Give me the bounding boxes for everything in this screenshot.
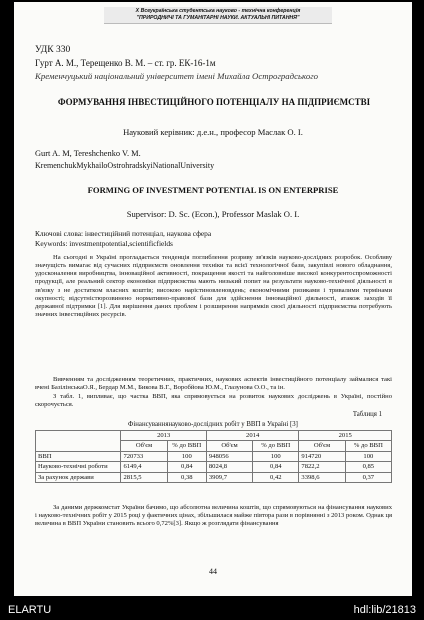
year-header: 2015 — [299, 431, 392, 441]
conference-header-line1: X Всеукраїнська студентська науково - технічна конференція — [135, 8, 301, 14]
table-cell: 8024,8 — [206, 462, 252, 472]
table-label: Таблиця 1 — [352, 411, 382, 418]
table-cell: 100 — [253, 451, 299, 461]
table-cell: 3398,6 — [299, 472, 345, 482]
year-header: 2014 — [206, 431, 299, 441]
table-caption: Фінансуваннянауково-дослідних робіт у ВВП в Україні [3] — [128, 421, 298, 428]
table-cell: 0,84 — [253, 462, 299, 472]
paragraph-scholars — [35, 376, 392, 392]
supervisor-en: Supervisor: D. Sc. (Econ.), Professor Maslak O. I. — [126, 209, 300, 219]
table-cell: 3909,7 — [206, 472, 252, 482]
document-page — [14, 2, 412, 596]
udk-code: УДК 330 — [35, 45, 71, 55]
table-cell: 6149,4 — [121, 462, 167, 472]
handle-id: hdl:lib/21813 — [353, 604, 416, 616]
paragraph-2-text: Вивченням та дослідженням теоретичних, практичних, наукових аспектів інвестиційного потенціалу займалися такі вчені БазілінськаО.Я., Бердар М.М., Бикова В.Г., Воробйова Ю.М., Глазунова О.О., та ін. — [35, 376, 392, 392]
table-row — [36, 472, 392, 482]
authors-ua: Гурт А. М., Терещенко В. М. – ст. гр. ЕК-16-1м — [35, 58, 216, 68]
table-cell: 0,85 — [345, 462, 391, 472]
table-cell: 2815,5 — [121, 472, 167, 482]
authors-en: Gurt A. M, Tereshchenko V. M. — [35, 149, 141, 158]
year-header: 2013 — [121, 431, 206, 441]
row-label: Науково-технічні роботи — [36, 462, 121, 472]
row-label: ВВП — [36, 451, 121, 461]
subheader-percent: % до ВВП — [345, 441, 391, 451]
row-label: За рахунок держави — [36, 472, 121, 482]
repository-name: ELARTU — [8, 604, 52, 616]
table-cell: 0,42 — [253, 472, 299, 482]
conference-header-line2: "ПРИРОДНИЧІ ТА ГУМАНІТАРНІ НАУКИ. АКТУАЛЬНІ ПИТАННЯ" — [136, 14, 300, 21]
affiliation-ua: Кременчуцький національний університет імені Михайла Остроградського — [35, 71, 319, 81]
table-cell: 0,84 — [167, 462, 206, 472]
table-cell: 0,37 — [345, 472, 391, 482]
title-ua: ФОРМУВАННЯ ІНВЕСТИЦІЙНОГО ПОТЕНЦІАЛУ НА ПІДПРИЄМСТВІ — [57, 97, 371, 107]
subheader-percent: % до ВВП — [253, 441, 299, 451]
table-cell: 948056 — [206, 451, 252, 461]
paragraph-table-ref — [35, 393, 392, 409]
paragraph-analysis — [35, 504, 392, 528]
table-row — [36, 451, 392, 461]
conference-header — [104, 7, 332, 24]
paragraph-1-text: На сьогодні в Україні прогладається тенденція поглиблення розриву зв'язків науково-дослідних розробок. Особливу значущість вимагає від сучасних підприємств оновлення техніки та всієї технологічної бази, закупівлі нового обладнання, удосконалення виробництва, інноваційної активності, покращення якості та найголовніше високої конкурентоспроможності продукції, але реальний сектор економіки підприємства мають низький попит на результати науково-технічної діяльності в зв'язку з не достатком власних коштів; високою нарістиновленовдень; економічними ризиками і тривалими термінами окупності; відсутністюрозвинено нормативно-правової бази для здійснення інноваційної діяльності, атакож заходів її державної підтримки [1]. Для вирішення даних проблем і розширення напрямків своєї діяльності підприємства потребують значних інвестиційних ресурсів. — [35, 254, 392, 319]
subheader-volume: Об'єм — [299, 441, 345, 451]
table-cell: 914720 — [299, 451, 345, 461]
paragraph-4-text: За даними держкомстат України бачимо, що абсолютна величина коштів, що спрямовуються на фінансування наукових і науково-технічних робіт у 2015 році у фактичних цінах, збільшилася майже півтора рази в порівнянні з 2013 роком. Однак ця величина в ВВП України становить всього 0,72%[3]. Якщо ж розглядати фінансування — [35, 504, 392, 528]
table-corner-cell — [36, 431, 121, 452]
keywords-en: Keywords: investmentpotential,scientificfields — [35, 239, 173, 248]
table-cell: 7822,2 — [299, 462, 345, 472]
subheader-volume: Об'єм — [121, 441, 167, 451]
affiliation-en: KremenchukMykhailoOstrohradskyiNationalUniversity — [35, 161, 215, 170]
table-cell: 100 — [167, 451, 206, 461]
supervisor-ua: Науковий керівник: д.е.н., професор Маслак О. І. — [123, 127, 303, 137]
paragraph-3-text: З табл. 1, випливає, що частка ВВП, яка спрямовується на розвиток наукових досліджень в Україні, постійно скорочується. — [35, 393, 392, 409]
table-cell: 0,38 — [167, 472, 206, 482]
keywords-ua: Ключові слова: інвестиційний потенціал, наукова сфера — [35, 229, 212, 238]
subheader-percent: % до ВВП — [167, 441, 206, 451]
subheader-volume: Об'єм — [206, 441, 252, 451]
page-number: 44 — [209, 567, 217, 576]
title-en: FORMING OF INVESTMENT POTENTIAL IS ON ENTERPRISE — [87, 185, 339, 195]
financing-table — [35, 430, 392, 483]
table-cell: 720733 — [121, 451, 167, 461]
table-cell: 100 — [345, 451, 391, 461]
table-header-years — [36, 431, 392, 441]
paragraph-intro — [35, 254, 392, 319]
table-row — [36, 462, 392, 472]
